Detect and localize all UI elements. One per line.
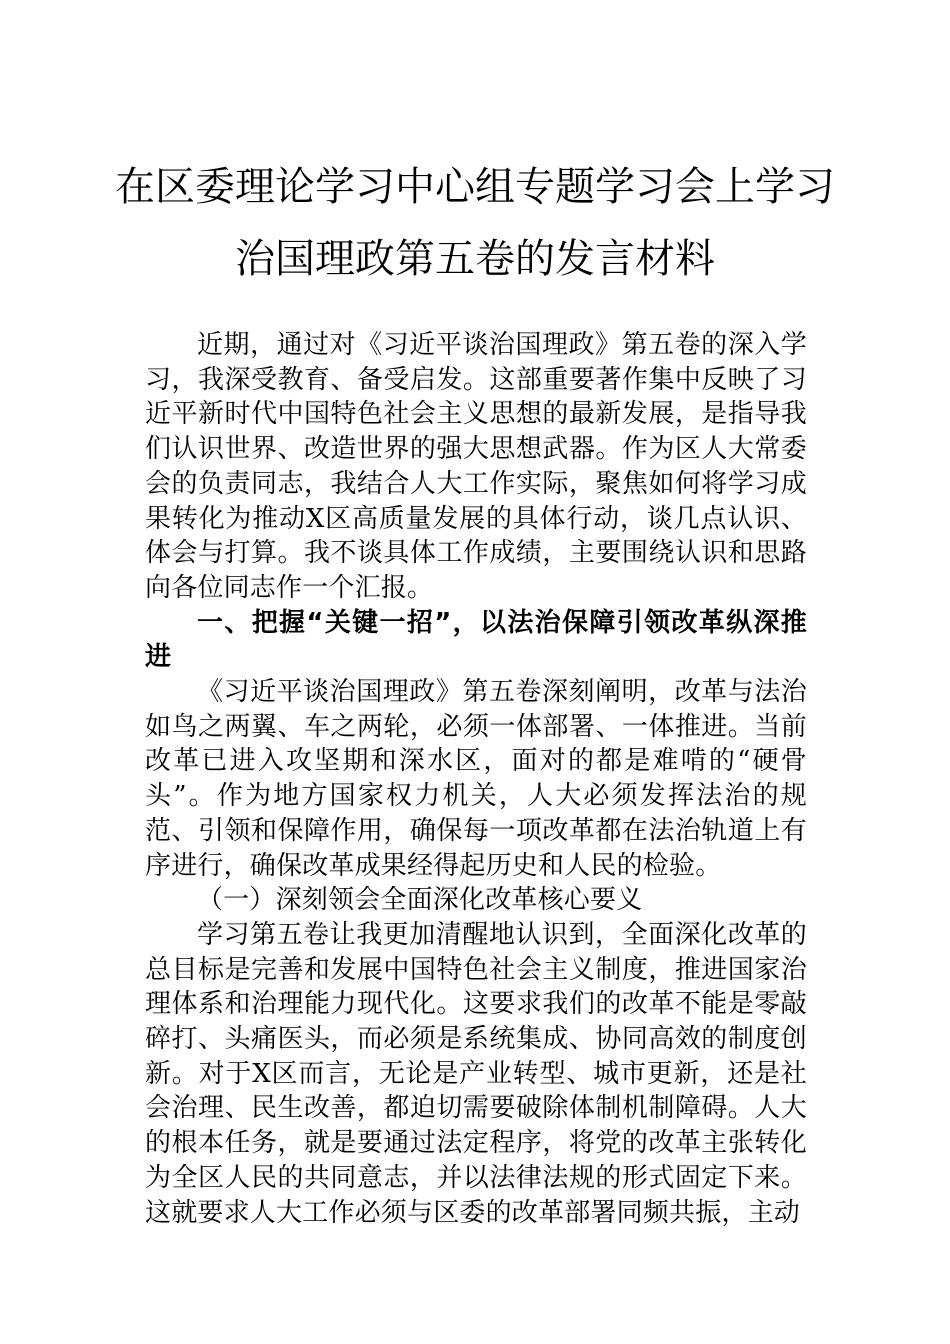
document-title-line-1: 在区委理论学习中心组专题学习会上学习: [115, 164, 835, 210]
subsection-1-paragraph: 学习第五卷让我更加清醒地认识到，全面深化改革的总目标是完善和发展中国特色社会主义制度，推进国家治理体系和治理能力现代化。这要求我们的改革不能是零敲碎打、头痛医头，而必须是系统集成、协同高效的制度创新。对于X区而言，无论是产业转型、城市更新，还是社会治理、民生改善，都迫切需要破除体制机制障碍。人大的根本任务，就是要通过法定程序，将党的改革主张转化为全区人民的共同意志，并以法律法规的形式固定下来。这就要求人大工作必须与区委的改革部署同频共振，主动: [145, 919, 807, 1228]
section-1-paragraph: 《习近平谈治国理政》第五卷深刻阐明，改革与法治如鸟之两翼、车之两轮，必须一体部署、一体推进。当前改革已进入攻坚期和深水区，面对的都是难啃的“硬骨头”。作为地方国家权力机关，人大必须发挥法治的规范、引领和保障作用，确保每一项改革都在法治轨道上有序进行，确保改革成果经得起历史和人民的检验。: [145, 677, 807, 881]
document-body: [145, 328, 807, 1230]
intro-paragraph: 近期，通过对《习近平谈治国理政》第五卷的深入学习，我深受教育、备受启发。这部重要著作集中反映了习近平新时代中国特色社会主义思想的最新发展，是指导我们认识世界、改造世界的强大思想武器。作为区人大常委会的负责同志，我结合人大工作实际，聚焦如何将学习成果转化为推动X区高质量发展的具体行动，谈几点认识、体会与打算。我不谈具体工作成绩，主要围绕认识和思路向各位同志作一个汇报。: [145, 330, 807, 603]
subsection-heading-1: （一）深刻领会全面深化改革核心要义: [197, 885, 643, 916]
document-title-line-2: 治国理政第五卷的发言材料: [235, 236, 715, 282]
section-heading-1: 一、把握“关键一招”，以法治保障引领改革纵深推进: [145, 607, 807, 673]
